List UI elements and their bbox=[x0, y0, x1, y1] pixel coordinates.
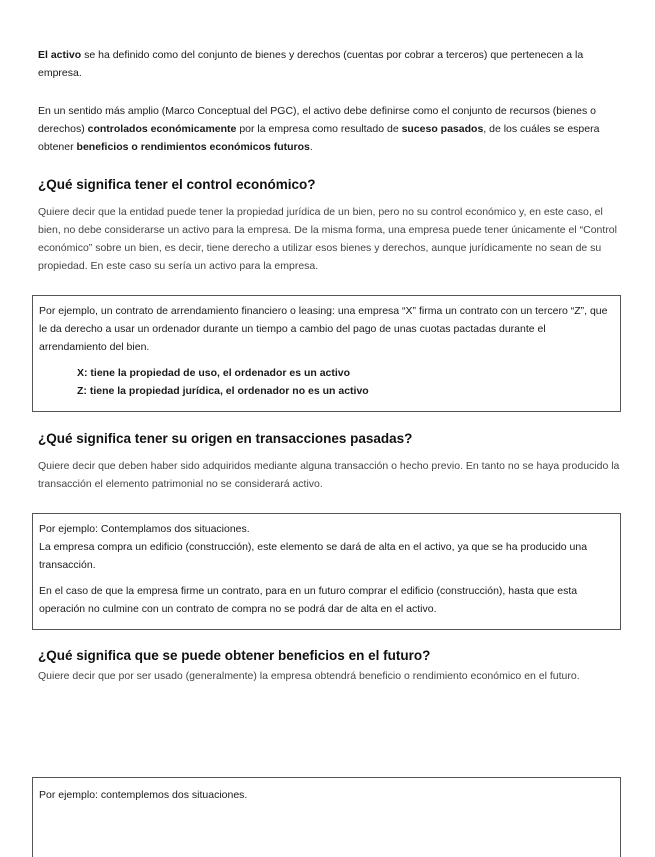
example-box-leasing-text: Por ejemplo, un contrato de arrendamiento financiero o leasing: una empresa “X” firma un contrato con un tercero “Z”, que le da derecho a usar un ordenador durante un tiempo a cambio del pago de unas cuotas pactadas durante el arrendamiento del bien. bbox=[39, 305, 608, 353]
intro-paragraph-1 bbox=[38, 46, 620, 82]
section-3-heading: ¿Qué significa que se puede obtener beneficios en el futuro? bbox=[38, 648, 431, 663]
section-3-body: Quiere decir que por ser usado (generalmente) la empresa obtendrá beneficio o rendimiento económico en el futuro. bbox=[38, 670, 580, 682]
example-box-transactions-line-3: En el caso de que la empresa firme un contrato, para en un futuro comprar el edificio (construcción), hasta que esta operación no culmine con un contrato de compra no se podrá dar de alta en el activo. bbox=[39, 585, 578, 615]
intro-p2-bold-3: beneficios o rendimientos económicos futuros bbox=[76, 141, 310, 153]
term-activo: El activo bbox=[38, 49, 82, 61]
intro-p2-text-4: . bbox=[309, 141, 313, 153]
section-2-body: Quiere decir que deben haber sido adquiridos mediante alguna transacción o hecho previo. En tanto no se haya producido la transacción el elemento patrimonial no se considerará activo. bbox=[38, 460, 620, 490]
intro-p2-bold-2: suceso pasados bbox=[401, 123, 484, 135]
example-box-leasing bbox=[32, 295, 621, 412]
example-box-transactions-line-2: La empresa compra un edificio (construcción), este elemento se dará de alta en el activo, ya que se ha producido una transacción. bbox=[39, 541, 588, 571]
example-box-transactions bbox=[32, 513, 621, 630]
section-2-heading: ¿Qué significa tener su origen en transacciones pasadas? bbox=[38, 431, 413, 446]
intro-p2-text-1: En un sentido más amplio (Marco Conceptual del PGC), el activo debe definirse como el conjunto de recursos (bienes o derechos) bbox=[38, 105, 596, 135]
example-box-benefits bbox=[32, 777, 621, 857]
example-box-transactions-line-1: Por ejemplo: Contemplamos dos situaciones. bbox=[39, 523, 250, 535]
example-box-benefits-line-1: Por ejemplo: contemplemos dos situaciones. bbox=[39, 789, 248, 801]
intro-p2-text-2: por la empresa como resultado de bbox=[236, 123, 402, 135]
intro-p2-bold-1: controlados económicamente bbox=[87, 123, 237, 135]
intro-paragraph-2 bbox=[38, 102, 620, 156]
section-1-body: Quiere decir que la entidad puede tener la propiedad jurídica de un bien, pero no su control económico y, en este caso, el bien, no debe considerarse un activo para la empresa. De la misma forma, una empresa puede tener únicamente el “Control económico” sobre un bien, es decir, tiene derecho a utilizar esos bienes y derechos, aunque jurídicamente no sean de su propiedad. En este caso su sería un activo para la empresa. bbox=[38, 206, 617, 272]
intro-p1-text: se ha definido como del conjunto de bienes y derechos (cuentas por cobrar a terceros) que pertenecen a la empresa. bbox=[38, 49, 584, 79]
intro-p2-text-3: , de los cuáles se espera obtener bbox=[38, 123, 600, 153]
example-line-x: X: tiene la propiedad de uso, el ordenador es un activo bbox=[77, 367, 351, 379]
section-1-heading: ¿Qué significa tener el control económico? bbox=[38, 177, 316, 192]
example-line-z: Z: tiene la propiedad jurídica, el ordenador no es un activo bbox=[77, 385, 369, 397]
